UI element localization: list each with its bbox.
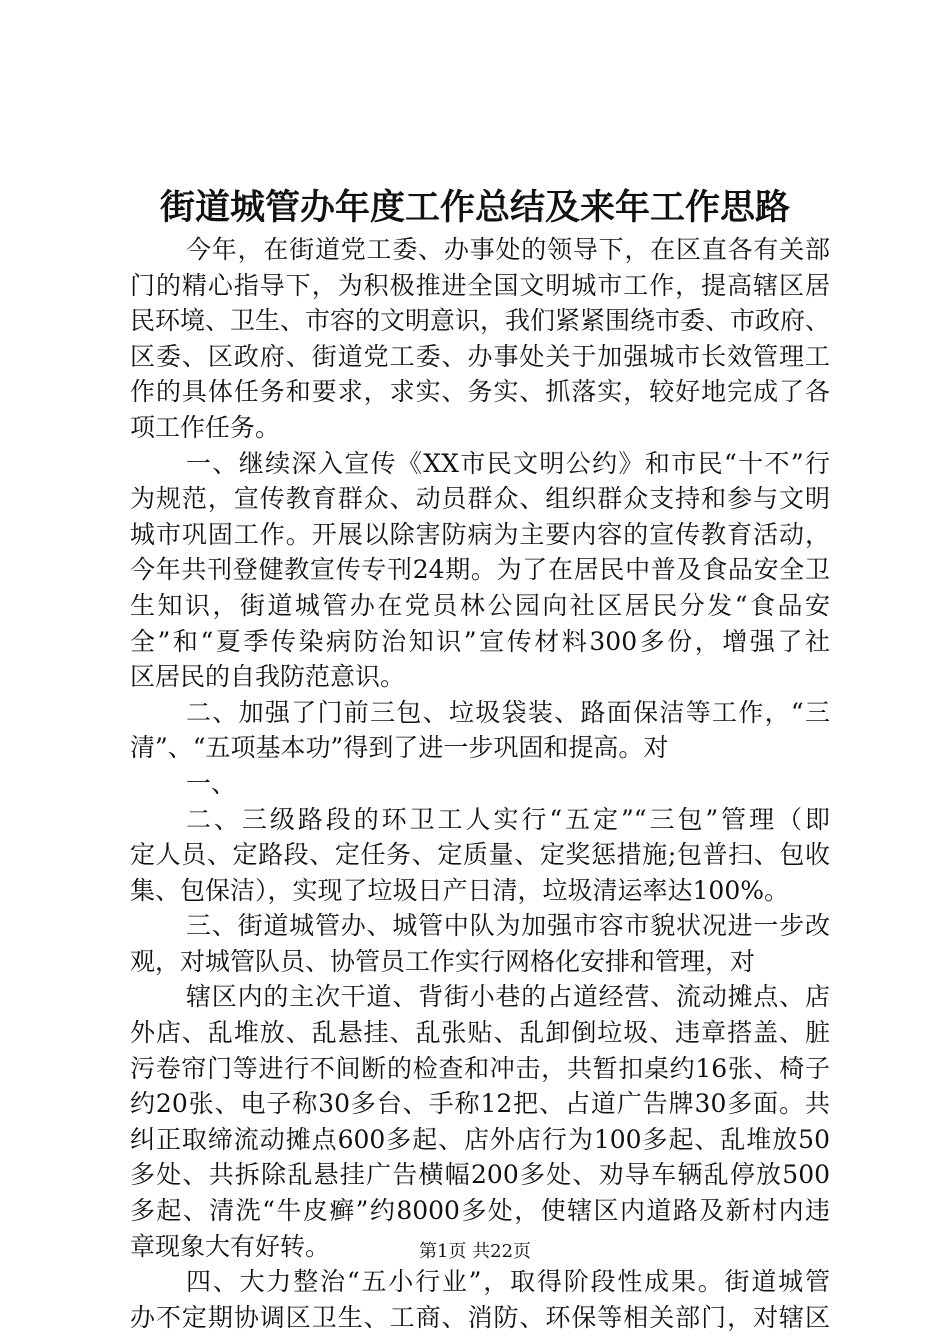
paragraph-line: 三、街道城管办、城管中队为加强市容市貌状况进一步改 xyxy=(186,911,830,941)
paragraph-line: 外店、乱堆放、乱悬挂、乱张贴、乱卸倒垃圾、违章搭盖、脏 xyxy=(130,1018,830,1048)
paragraph-line: 今年共刊登健教宣传专刊24期。为了在居民中普及食品安全卫 xyxy=(130,555,830,585)
paragraph-line: 门的精心指导下，为积极推进全国文明城市工作，提高辖区居 xyxy=(130,270,830,300)
paragraph-line: 集、包保洁），实现了垃圾日产日清，垃圾清运率达100%。 xyxy=(130,875,789,905)
paragraph-line: 污卷帘门等进行不间断的检查和冲击，共暂扣桌约16张、椅子 xyxy=(130,1053,830,1083)
paragraph-line: 约20张、电子称30多台、手称12把、占道广告牌30多面。共 xyxy=(130,1089,830,1119)
paragraph-line: 一、 xyxy=(186,768,237,798)
paragraph-line: 二、三级路段的环卫工人实行“五定”“三包”管理（即 xyxy=(186,804,830,834)
paragraph-line: 清”、“五项基本功”得到了进一步巩固和提高。对 xyxy=(130,733,669,763)
paragraph-line: 作的具体任务和要求，求实、务实、抓落实，较好地完成了各 xyxy=(130,377,830,407)
paragraph-line: 章现象大有好转。 xyxy=(130,1231,331,1261)
paragraph-line: 城市巩固工作。开展以除害防病为主要内容的宣传教育活动， xyxy=(130,519,830,549)
paragraph-line: 全”和“夏季传染病防治知识”宣传材料300多份，增强了社 xyxy=(130,626,830,656)
paragraph-line: 定人员、定路段、定任务、定质量、定奖惩措施;包普扫、包收 xyxy=(130,840,830,870)
document-title: 街道城管办年度工作总结及来年工作思路 xyxy=(159,187,790,228)
paragraph-line: 四、大力整治“五小行业”，取得阶段性成果。街道城管 xyxy=(186,1267,830,1297)
paragraph-line: 今年，在街道党工委、办事处的领导下，在区直各有关部 xyxy=(186,235,830,264)
paragraph-line: 纠正取缔流动摊点600多起、店外店行为100多起、乱堆放50 xyxy=(130,1124,830,1154)
paragraph-line: 为规范，宣传教育群众、动员群众、组织群众支持和参与文明 xyxy=(130,484,830,514)
paragraph-line: 一、继续深入宣传《XX市民文明公约》和市民“十不”行 xyxy=(186,448,830,478)
paragraph-line: 辖区内的主次干道、背街小巷的占道经营、流动摊点、店 xyxy=(186,982,830,1012)
paragraph-line: 办不定期协调区卫生、工商、消防、环保等相关部门，对辖区 xyxy=(130,1302,830,1332)
paragraph-line: 民环境、卫生、市容的文明意识，我们紧紧围绕市委、市政府、 xyxy=(130,306,831,336)
paragraph-line: 区居民的自我防范意识。 xyxy=(130,662,406,692)
paragraph-line: 项工作任务。 xyxy=(130,412,281,442)
page-indicator: 第1页 共22页 xyxy=(418,1241,532,1262)
paragraph-line: 多处、共拆除乱悬挂广告横幅200多处、劝导车辆乱停放500 xyxy=(130,1160,830,1190)
paragraph-line: 二、加强了门前三包、垃圾袋装、路面保洁等工作，“三 xyxy=(186,697,830,727)
paragraph-line: 多起、清洗“牛皮癣”约8000多处，使辖区内道路及新村内违 xyxy=(130,1196,830,1226)
document-body xyxy=(130,232,830,1335)
paragraph-line: 生知识，街道城管办在党员林公园向社区居民分发“食品安 xyxy=(130,590,830,620)
paragraph-line: 观，对城管队员、协管员工作实行网格化安排和管理，对 xyxy=(130,946,756,976)
paragraph-line: 区委、区政府、街道党工委、办事处关于加强城市长效管理工 xyxy=(130,341,830,371)
